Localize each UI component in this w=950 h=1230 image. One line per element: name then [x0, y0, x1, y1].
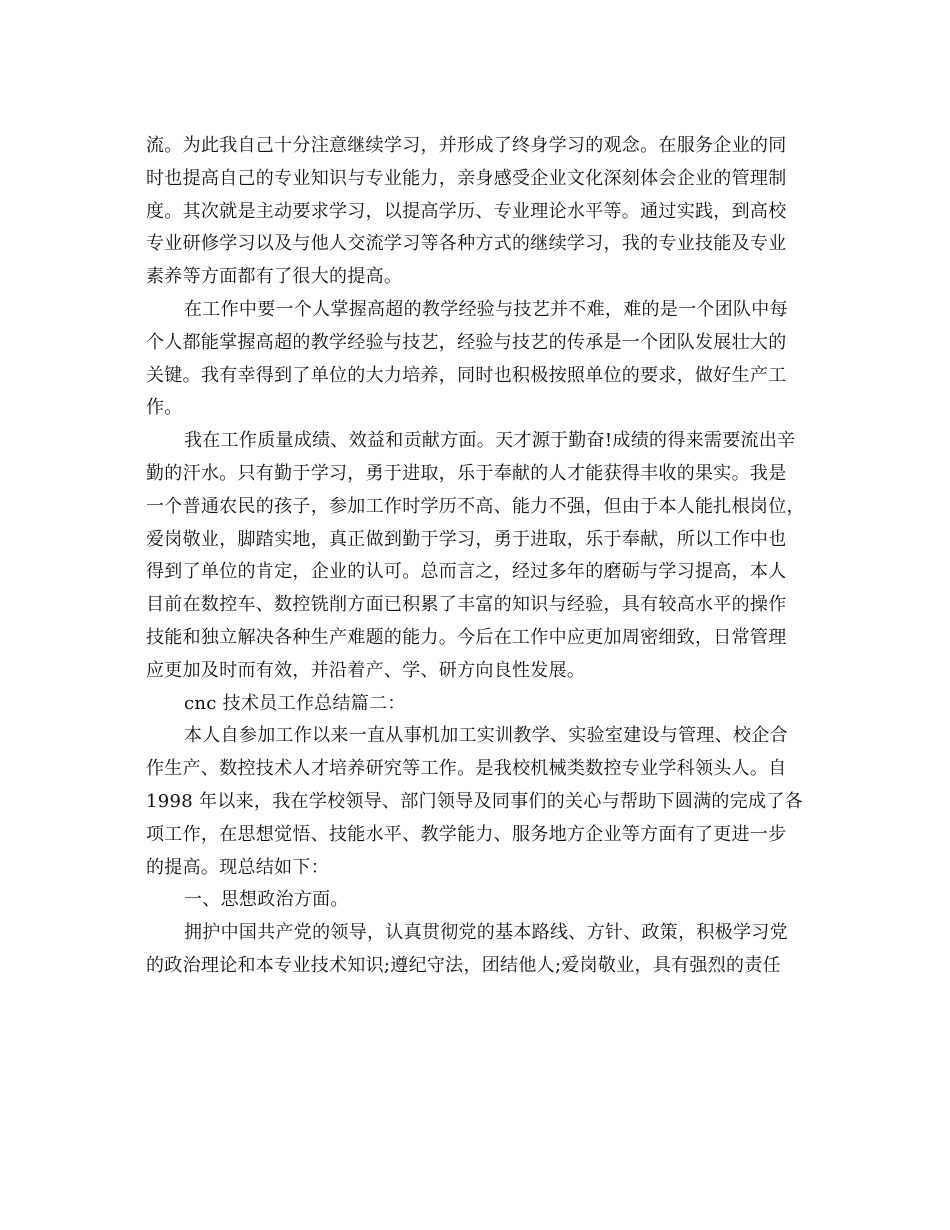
text-line: 得到了单位的肯定，企业的认可。总而言之，经过多年的磨砺与学习提高，本人: [146, 561, 787, 583]
text-line: 关键。我有幸得到了单位的大力培养，同时也积极按照单位的要求，做好生产工: [146, 364, 787, 386]
document-body: [146, 130, 806, 983]
text-line: 时也提高自己的专业知识与专业能力，亲身感受企业文化深刻体会企业的管理制: [146, 167, 787, 189]
text-line: 本人自参加工作以来一直从事机加工实训教学、实验室建设与管理、校企合: [184, 725, 788, 747]
text-line: 一、思想政治方面。: [184, 889, 349, 911]
text-line: 勤的汗水。只有勤于学习，勇于进取，乐于奉献的人才能获得丰收的果实。我是: [146, 462, 787, 484]
text-line: 项工作，在思想觉悟、技能水平、教学能力、服务地方企业等方面有了更进一步: [146, 823, 787, 845]
text-line: 的提高。现总结如下：: [146, 856, 329, 878]
text-line: 目前在数控车、数控铣削方面已积累了丰富的知识与经验，具有较高水平的操作: [146, 594, 787, 616]
text-line: 爱岗敬业，脚踏实地，真正做到勤于学习，勇于进取，乐于奉献，所以工作中也: [146, 528, 787, 550]
text-line: 度。其次就是主动要求学习，以提高学历、专业理论水平等。通过实践，到高校: [146, 200, 787, 222]
text-line: cnc 技术员工作总结篇二：: [184, 692, 406, 714]
text-line: 在工作中要一个人掌握高超的教学经验与技艺并不难，难的是一个团队中每: [184, 298, 788, 320]
text-line: 应更加及时而有效，并沿着产、学、研方向良性发展。: [146, 659, 586, 681]
text-line: 专业研修学习以及与他人交流学习等各种方式的继续学习，我的专业技能及专业: [146, 233, 787, 255]
text-line: 作。: [146, 397, 183, 419]
text-line: 个人都能掌握高超的教学经验与技艺，经验与技艺的传承是一个团队发展壮大的: [146, 331, 787, 353]
text-line: 技能和独立解决各种生产难题的能力。今后在工作中应更加周密细致，日常管理: [146, 626, 787, 648]
text-line: 流。为此我自己十分注意继续学习，并形成了终身学习的观念。在服务企业的同: [146, 135, 787, 156]
text-line: 一个普通农民的孩子，参加工作时学历不高、能力不强，但由于本人能扎根岗位，: [146, 495, 805, 517]
text-line: 1998 年以来，我在学校领导、部门领导及同事们的关心与帮助下圆满的完成了各: [146, 790, 803, 812]
text-line: 拥护中国共产党的领导，认真贯彻党的基本路线、方针、政策，积极学习党: [184, 922, 788, 944]
text-line: 素养等方面都有了很大的提高。: [146, 266, 403, 288]
text-line: 的政治理论和本专业技术知识;遵纪守法，团结他人;爱岗敬业，具有强烈的责任: [146, 954, 781, 976]
text-line: 作生产、数控技术人才培养研究等工作。是我校机械类数控专业学科领头人。自: [146, 758, 787, 780]
text-line: 我在工作质量成绩、效益和贡献方面。天才源于勤奋!成绩的得来需要流出辛: [184, 430, 796, 452]
